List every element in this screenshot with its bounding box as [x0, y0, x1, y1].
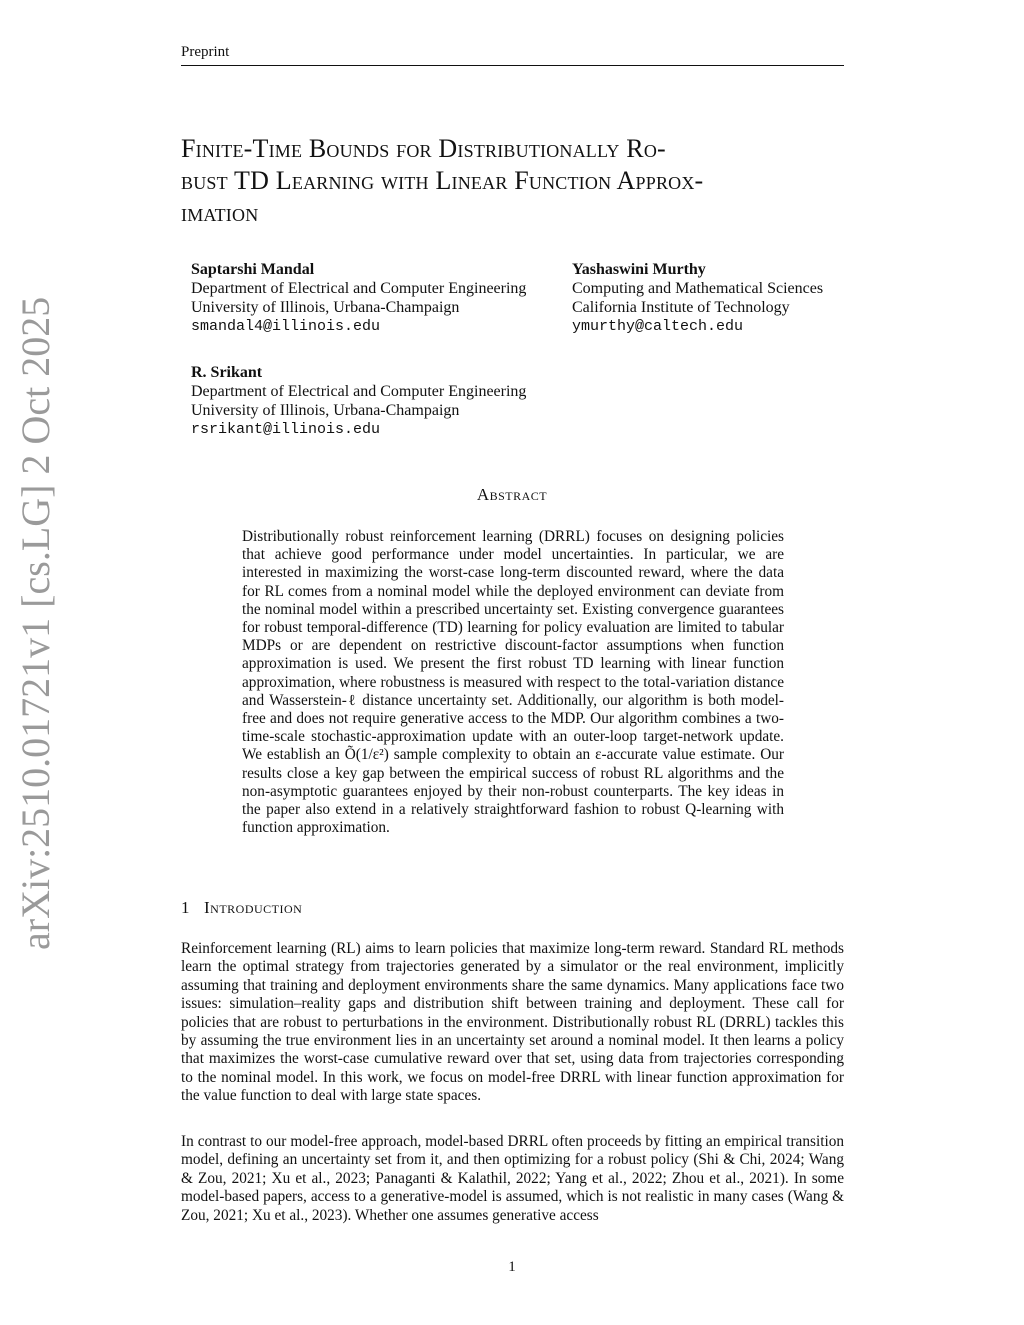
author-department: Computing and Mathematical Sciences	[572, 280, 824, 297]
title-line-3: imation	[181, 198, 259, 227]
arxiv-side-stamp: arXiv:2510.01721v1 [cs.LG] 2 Oct 2025	[13, 296, 58, 950]
title-line-2: bust TD Learning with Linear Function Approx-	[181, 166, 704, 195]
body-paragraph: Reinforcement learning (RL) aims to learn policies that maximize long-term reward. Standard RL methods learn the optimal strategy from trajectories generated by a simulator or the real environment, implicitly assuming that training and deployment environments share the same dynamics. Many applications face two issues: simulation–reality gaps and distribution shift between training and deployment. These call for policies that are robust to perturbations in the environment. Distributionally robust RL (DRRL) tackles this by assuming the true environment lies in an uncertainty set around a nominal model. It then learns a policy that maximizes the worst-case cumulative reward over that set, using data from trajectories corresponding to the nominal model. In this work, we focus on model-free DRRL with linear function approximation for the value function to deal with large state spaces.	[181, 940, 844, 1105]
author-email[interactable]: ymurthy@caltech.edu	[572, 318, 744, 335]
author-email[interactable]: rsrikant@illinois.edu	[191, 421, 381, 438]
author-block	[191, 260, 526, 336]
abstract-body: Distributionally robust reinforcement learning (DRRL) focuses on designing policies that achieve good performance under model uncertainties. In particular, we are interested in maximizing the worst-case long-term discounted reward, where the data for RL comes from a nominal model while the deployed environment can deviate from the nominal model within a prescribed uncertainty set. Existing convergence guarantees for robust temporal-difference (TD) learning for policy evaluation are limited to tabular MDPs or are dependent on restrictive discount-factor assumptions when function approximation is used. We present the first robust TD learning with linear function approximation, where robustness is measured with respect to the total-variation distance and Wasserstein-ℓ distance uncertainty set. Additionally, our algorithm is both model-free and does not require generative access to the MDP. Our algorithm combines a two-time-scale stochastic-approximation update with an outer-loop target-network update. We establish an Õ(1/ε²) sample complexity to obtain an ε-accurate value estimate. Our results close a key gap between the empirical success of robust RL algorithms and the non-asymptotic guarantees enjoyed by their non-robust counterparts. The key ideas in the paper also extend in a relatively straightforward fashion to robust Q-learning with function approximation.	[242, 528, 784, 837]
abstract-heading: Abstract	[476, 485, 548, 504]
section-title: Introduction	[204, 898, 303, 917]
author-name: Saptarshi Mandal	[191, 261, 315, 278]
page-number: 1	[508, 1259, 516, 1275]
body-paragraph: In contrast to our model-free approach, model-based DRRL often proceeds by fitting an empirical transition model, defining an uncertainty set from it, and then optimizing for a robust policy (Shi & Chi, 2024; Wang & Zou, 2021; Xu et al., 2023; Panaganti & Kalathil, 2022; Yang et al., 2022; Zhou et al., 2021). In some model-based papers, access to a generative-model is assumed, which is not realistic in many cases (Wang & Zou, 2021; Xu et al., 2023). Whether one assumes generative access	[181, 1133, 844, 1224]
author-name: Yashaswini Murthy	[572, 261, 706, 278]
author-email[interactable]: smandal4@illinois.edu	[191, 318, 381, 335]
author-block	[191, 363, 526, 439]
section-heading	[181, 898, 302, 918]
header-rule	[181, 65, 844, 66]
title-line-1: Finite-Time Bounds for Distributionally Ro-	[181, 134, 666, 163]
author-institution: University of Illinois, Urbana-Champaign	[191, 299, 460, 316]
section-number: 1	[181, 898, 190, 917]
author-institution: California Institute of Technology	[572, 299, 790, 316]
author-institution: University of Illinois, Urbana-Champaign	[191, 402, 460, 419]
author-department: Department of Electrical and Computer Engineering	[191, 280, 527, 297]
paper-title	[181, 133, 846, 229]
author-department: Department of Electrical and Computer Engineering	[191, 383, 527, 400]
author-block	[572, 260, 823, 336]
author-name: R. Srikant	[191, 364, 263, 381]
running-header: Preprint	[181, 44, 230, 60]
